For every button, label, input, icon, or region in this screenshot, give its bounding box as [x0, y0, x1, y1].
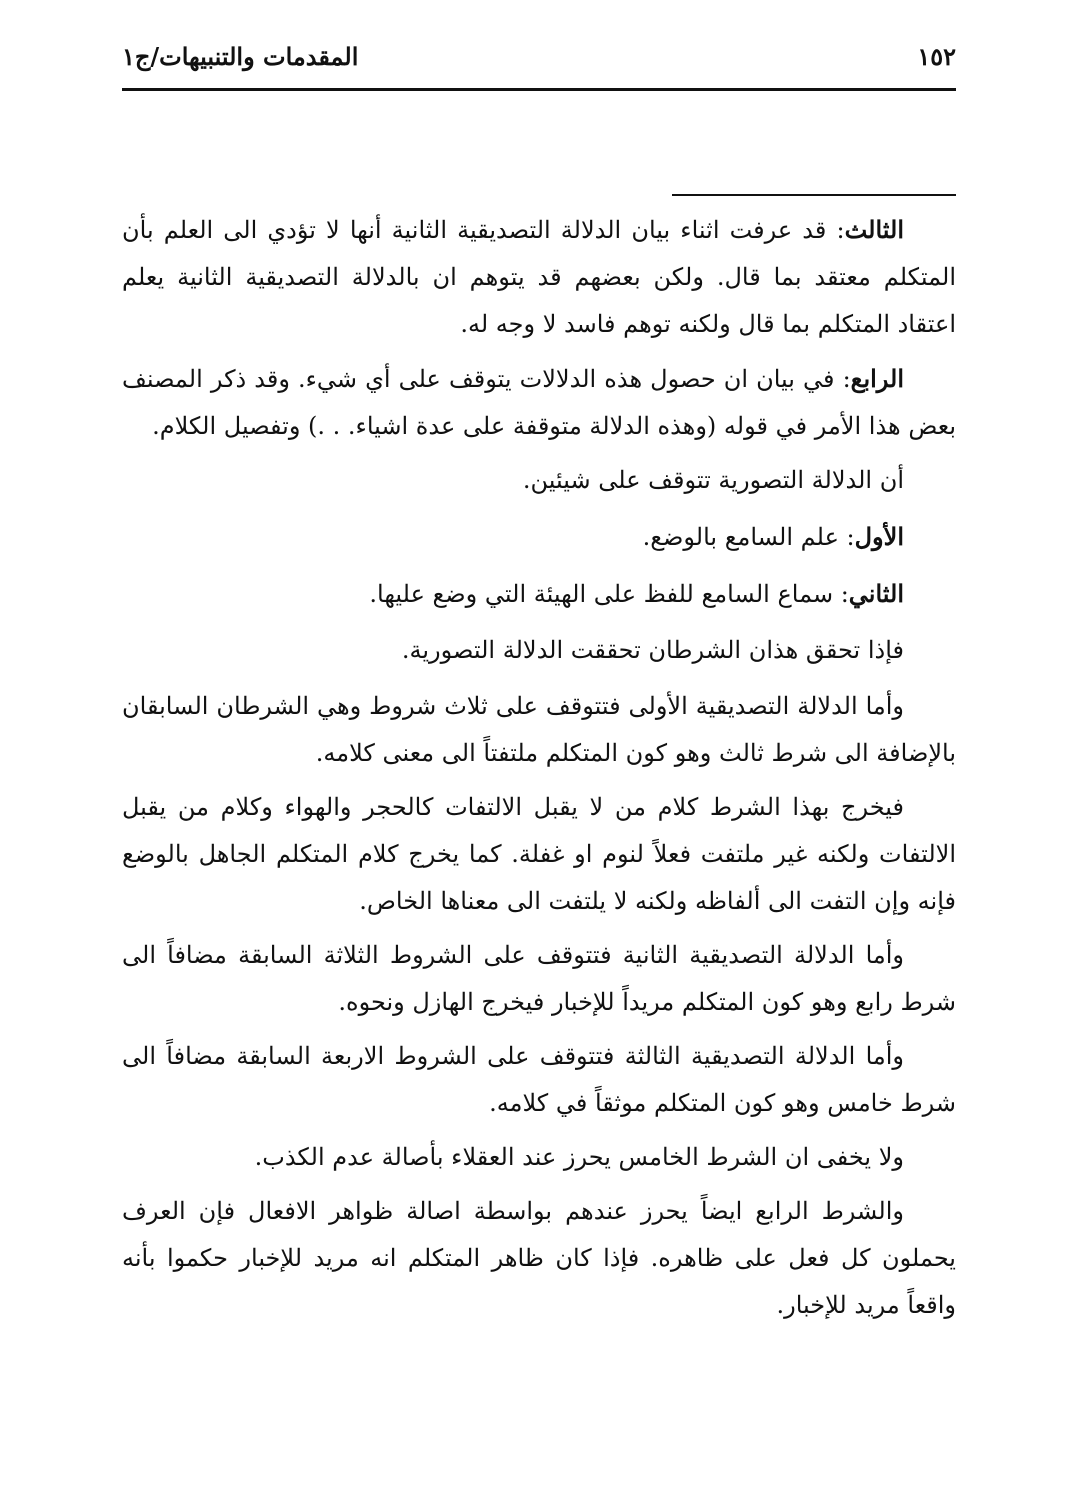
- page-header: [122, 38, 956, 82]
- paragraph-text: فيخرج بهذا الشرط كلام من لا يقبل الالتفات كالحجر والهواء وكلام من يقبل الالتفات ولكنه غير ملتفت فعلاً لنوم او غفلة. كما يخرج كلام المتكلم الجاهل بالوضع فإنه وإن التفت الى ألفاظه ولكنه لا يلتفت الى معناها الخاص.: [122, 793, 957, 915]
- paragraph-second-assertive: [122, 932, 956, 1026]
- paragraph-fourth-condition: [122, 1188, 956, 1329]
- paragraph-fourth: [122, 355, 956, 450]
- paragraph-text: أن الدلالة التصورية تتوقف على شيئين.: [522, 466, 904, 494]
- paragraph-text: : في بيان ان حصول هذه الدلالات يتوقف على أي شيء. وقد ذكر المصنف بعض هذا الأمر في قوله (وهذه الدلالة متوقفة على عدة اشياء. . .) وتفصيل الكلام.: [122, 365, 956, 440]
- running-title: المقدمات والتنبيهات/ج١: [122, 42, 359, 71]
- paragraph-text: وأما الدلالة التصديقية الأولى فتتوقف على ثلاث شروط وهي الشرطان السابقان بالإضافة الى شرط ثالث وهو كون المتكلم ملتفتاً الى معنى كلامه.: [122, 692, 956, 767]
- paragraph-first-condition: [122, 513, 956, 561]
- paragraph-text: فإذا تحقق هذان الشرطان تحققت الدلالة التصورية.: [401, 636, 904, 664]
- term-second: الثاني: [848, 579, 904, 608]
- paragraph-second-condition: [122, 570, 956, 618]
- page-number: ١٥٢: [917, 42, 956, 71]
- paragraph-text: والشرط الرابع ايضاً يحرز عندهم بواسطة اصالة ظواهر الافعال فإن العرف يحملون كل فعل على ظاهره. فإذا كان ظاهر المتكلم انه مريد للإخبار حكموا بأنه واقعاً مريد للإخبار.: [122, 1197, 956, 1319]
- term-first: الأول: [854, 522, 904, 551]
- body-text: [122, 206, 956, 1336]
- term-third: الثالث: [844, 215, 904, 244]
- paragraph-first-assertive: [122, 683, 956, 777]
- term-fourth: الرابع: [850, 364, 905, 393]
- paragraph-text: ولا يخفى ان الشرط الخامس يحرز عند العقلاء بأصالة عدم الكذب.: [254, 1143, 904, 1171]
- header-rule: [122, 88, 956, 91]
- paragraph-third: [122, 206, 956, 348]
- paragraph-text: : قد عرفت اثناء بيان الدلالة التصديقية الثانية أنها لا تؤدي الى العلم بأن المتكلم معتقد بما قال. ولكن بعضهم قد يتوهم ان بالدلالة التصديقية الثانية يعلم اعتقاد المتكلم بما قال ولكنه توهم فاسد لا وجه له.: [122, 216, 956, 338]
- paragraph-fifth-condition: [122, 1134, 956, 1181]
- paragraph-text: : سماع السامع للفظ على الهيئة التي وضع عليها.: [369, 580, 849, 608]
- paragraph-third-assertive: [122, 1033, 956, 1127]
- paragraph-exclusions: [122, 784, 956, 925]
- paragraph-text: وأما الدلالة التصديقية الثالثة فتتوقف على الشروط الاربعة السابقة مضافاً الى شرط خامس وهو كون المتكلم موثقاً في كلامه.: [122, 1042, 956, 1117]
- paragraph-conceptual-intro: [122, 457, 956, 504]
- paragraph-conceptual-result: [122, 627, 956, 674]
- paragraph-text: : علم السامع بالوضع.: [642, 523, 855, 551]
- paragraph-text: وأما الدلالة التصديقية الثانية فتتوقف على الشروط الثلاثة السابقة مضافاً الى شرط رابع وهو كون المتكلم مريداً للإخبار فيخرج الهازل ونحوه.: [122, 941, 956, 1016]
- section-divider: [672, 194, 956, 196]
